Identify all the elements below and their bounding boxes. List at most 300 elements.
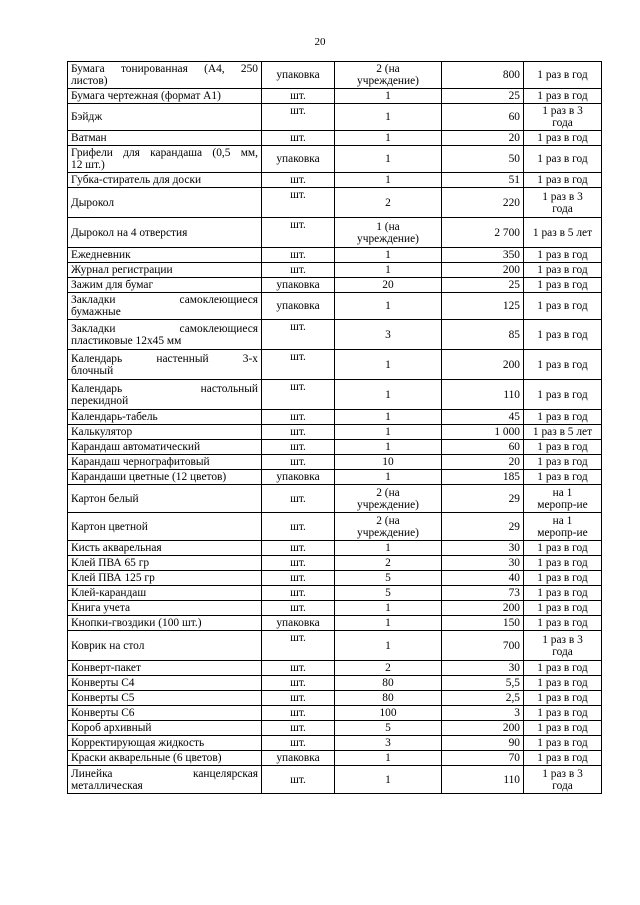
frequency-cell-line: 1 раз в 3: [542, 633, 583, 646]
frequency-cell: [524, 470, 602, 485]
frequency-cell-line: 1 раз в год: [537, 174, 588, 186]
unit-cell: шт.: [262, 706, 335, 721]
unit-cell: упаковка: [262, 470, 335, 485]
quantity-cell: [335, 556, 442, 571]
item-name-cell-line: бумажные: [71, 306, 121, 318]
frequency-cell: [524, 586, 602, 601]
price-cell: 110: [442, 380, 524, 410]
frequency-cell: [524, 89, 602, 104]
item-name-cell-line: Конверты С4: [71, 677, 135, 689]
frequency-cell-line: года: [552, 645, 573, 658]
item-name-cell-line: Календарь-табель: [71, 411, 158, 423]
quantity-cell-line: 1: [385, 153, 391, 165]
item-name-cell-line: Краски акварельные (6 цветов): [71, 752, 222, 764]
frequency-cell: [524, 173, 602, 188]
quantity-cell: [335, 676, 442, 691]
table-row: [68, 293, 602, 320]
item-name-cell: [68, 320, 262, 350]
quantity-cell-line: учреждение): [357, 498, 419, 511]
price-cell: 40: [442, 571, 524, 586]
frequency-cell: [524, 631, 602, 661]
item-name-cell: [68, 736, 262, 751]
unit-cell: шт.: [262, 676, 335, 691]
price-cell: 2,5: [442, 691, 524, 706]
price-cell: 25: [442, 89, 524, 104]
frequency-cell-line: 1 раз в год: [537, 300, 588, 312]
quantity-cell-line: 5: [385, 722, 391, 734]
table-row: [68, 218, 602, 248]
item-name-cell: [68, 131, 262, 146]
unit-cell: шт.: [262, 601, 335, 616]
quantity-cell: [335, 89, 442, 104]
frequency-cell-line: 1 раз в год: [537, 358, 588, 371]
quantity-cell-line: 1 (на: [376, 220, 400, 233]
item-name-cell-line: Калькулятор: [71, 426, 133, 438]
item-name-cell: [68, 571, 262, 586]
item-name-cell: [68, 485, 262, 513]
unit-cell: шт.: [262, 350, 335, 380]
frequency-cell: [524, 691, 602, 706]
quantity-cell-line: 1: [385, 411, 391, 423]
item-name-cell-line: Линейка канцелярская: [71, 767, 258, 780]
item-name-cell: [68, 691, 262, 706]
unit-cell: упаковка: [262, 278, 335, 293]
item-name-cell-line: Закладки самоклеющиеся: [71, 322, 258, 335]
item-name-cell: [68, 470, 262, 485]
item-name-cell: [68, 541, 262, 556]
unit-cell: шт.: [262, 380, 335, 410]
price-cell: 30: [442, 556, 524, 571]
quantity-cell: [335, 248, 442, 263]
price-cell: 700: [442, 631, 524, 661]
frequency-cell-line: 1 раз в год: [537, 471, 588, 483]
price-cell: 60: [442, 440, 524, 455]
unit-cell: шт.: [262, 218, 335, 248]
price-cell: 51: [442, 173, 524, 188]
quantity-cell: [335, 586, 442, 601]
item-name-cell: [68, 706, 262, 721]
quantity-cell-line: 1: [385, 249, 391, 261]
item-name-cell-line: 12 шт.): [71, 159, 105, 171]
quantity-cell: [335, 766, 442, 794]
item-name-cell: [68, 586, 262, 601]
unit-cell: шт.: [262, 556, 335, 571]
item-name-cell: [68, 676, 262, 691]
frequency-cell: [524, 350, 602, 380]
quantity-cell: [335, 631, 442, 661]
frequency-cell-line: 1 раз в год: [537, 677, 588, 689]
quantity-cell: [335, 410, 442, 425]
item-name-cell-line: Карандаши цветные (12 цветов): [71, 471, 227, 483]
quantity-cell-line: 3: [385, 328, 391, 341]
item-name-cell-line: Кисть акварельная: [71, 542, 162, 554]
item-name-cell: [68, 631, 262, 661]
item-name-cell: [68, 425, 262, 440]
frequency-cell-line: 1 раз в год: [537, 707, 588, 719]
item-name-cell-line: Календарь настенный 3-х: [71, 352, 258, 365]
quantity-cell: [335, 131, 442, 146]
price-cell: 200: [442, 601, 524, 616]
quantity-cell: [335, 146, 442, 173]
unit-cell: шт.: [262, 89, 335, 104]
frequency-cell: [524, 541, 602, 556]
frequency-cell-line: 1 раз в 3: [542, 190, 583, 203]
quantity-cell-line: 1: [385, 471, 391, 483]
frequency-cell-line: 1 раз в год: [537, 722, 588, 734]
quantity-cell-line: 2: [385, 662, 391, 674]
quantity-cell-line: 2 (на: [376, 486, 400, 499]
price-cell: 200: [442, 350, 524, 380]
table-row: [68, 485, 602, 513]
item-name-cell: [68, 751, 262, 766]
unit-cell: шт.: [262, 571, 335, 586]
price-cell: 110: [442, 766, 524, 794]
quantity-cell-line: 1: [385, 300, 391, 312]
quantity-cell-line: 1: [385, 617, 391, 629]
table-row: [68, 601, 602, 616]
frequency-cell: [524, 380, 602, 410]
quantity-cell-line: 20: [382, 279, 394, 291]
frequency-cell: [524, 278, 602, 293]
quantity-cell: [335, 601, 442, 616]
item-name-cell-line: Ежедневник: [71, 249, 131, 261]
quantity-cell-line: 1: [385, 90, 391, 102]
frequency-cell-line: 1 раз в год: [537, 90, 588, 102]
unit-cell: упаковка: [262, 616, 335, 631]
frequency-cell-line: 1 раз в 5 лет: [532, 426, 593, 438]
price-cell: 30: [442, 541, 524, 556]
unit-cell: шт.: [262, 320, 335, 350]
price-cell: 50: [442, 146, 524, 173]
quantity-cell: [335, 440, 442, 455]
unit-cell: шт.: [262, 248, 335, 263]
frequency-cell-line: 1 раз в 3: [542, 105, 583, 117]
quantity-cell-line: 80: [382, 677, 394, 689]
frequency-cell: [524, 146, 602, 173]
quantity-cell: [335, 380, 442, 410]
frequency-cell-line: 1 раз в год: [537, 279, 588, 291]
frequency-cell-line: 1 раз в год: [537, 617, 588, 629]
price-cell: 125: [442, 293, 524, 320]
price-cell: 185: [442, 470, 524, 485]
item-name-cell-line: Клей ПВА 65 гр: [71, 557, 150, 569]
unit-cell: шт.: [262, 721, 335, 736]
table-row: [68, 320, 602, 350]
quantity-cell: [335, 513, 442, 541]
quantity-cell: [335, 218, 442, 248]
quantity-cell: [335, 736, 442, 751]
price-cell: 220: [442, 188, 524, 218]
frequency-cell: [524, 676, 602, 691]
item-name-cell: [68, 721, 262, 736]
quantity-cell: [335, 173, 442, 188]
item-name-cell: [68, 173, 262, 188]
item-name-cell-line: Губка-стиратель для доски: [71, 174, 202, 186]
frequency-cell: [524, 131, 602, 146]
item-name-cell-line: пластиковые 12х45 мм: [71, 334, 182, 347]
quantity-cell: [335, 104, 442, 131]
unit-cell: шт.: [262, 691, 335, 706]
item-name-cell-line: Дырокол: [71, 196, 114, 209]
frequency-cell: [524, 751, 602, 766]
unit-cell: шт.: [262, 455, 335, 470]
item-name-cell: [68, 104, 262, 131]
frequency-cell-line: 1 раз в год: [537, 249, 588, 261]
quantity-cell: [335, 706, 442, 721]
table-row: [68, 513, 602, 541]
quantity-cell-line: 1: [385, 542, 391, 554]
quantity-cell-line: 10: [382, 456, 394, 468]
quantity-cell-line: 1: [385, 358, 391, 371]
table-row: [68, 248, 602, 263]
unit-cell: шт.: [262, 104, 335, 131]
quantity-cell-line: учреждение): [357, 232, 419, 245]
item-name-cell: [68, 556, 262, 571]
table-row: [68, 188, 602, 218]
table-row: [68, 131, 602, 146]
frequency-cell-line: 1 раз в год: [537, 692, 588, 704]
quantity-cell-line: 1: [385, 111, 391, 123]
unit-cell: шт.: [262, 410, 335, 425]
item-name-cell: [68, 248, 262, 263]
item-name-cell-line: Календарь настольный: [71, 382, 258, 395]
item-name-cell: [68, 263, 262, 278]
table-row: [68, 278, 602, 293]
frequency-cell: [524, 661, 602, 676]
quantity-cell-line: 5: [385, 587, 391, 599]
item-name-cell-line: Конверты С6: [71, 707, 135, 719]
frequency-cell-line: меропр-ие: [537, 498, 588, 511]
table-row: [68, 263, 602, 278]
quantity-cell-line: 1: [385, 441, 391, 453]
quantity-cell: [335, 425, 442, 440]
quantity-cell-line: 2 (на: [376, 63, 400, 75]
quantity-cell-line: 1: [385, 388, 391, 401]
item-name-cell-line: листов): [71, 75, 108, 87]
price-cell: 45: [442, 410, 524, 425]
frequency-cell-line: 1 раз в 5 лет: [532, 226, 593, 239]
table-row: [68, 676, 602, 691]
quantity-cell: [335, 661, 442, 676]
item-name-cell: [68, 188, 262, 218]
frequency-cell: [524, 485, 602, 513]
quantity-cell-line: 1: [385, 773, 391, 786]
unit-cell: упаковка: [262, 751, 335, 766]
item-name-cell-line: Коврик на стол: [71, 639, 145, 652]
price-cell: 25: [442, 278, 524, 293]
frequency-cell: [524, 410, 602, 425]
item-name-cell-line: Закладки самоклеющиеся: [71, 294, 258, 306]
table-row: [68, 631, 602, 661]
frequency-cell: [524, 706, 602, 721]
unit-cell: упаковка: [262, 62, 335, 89]
frequency-cell-line: 1 раз в год: [537, 557, 588, 569]
quantity-cell: [335, 541, 442, 556]
quantity-cell: [335, 721, 442, 736]
quantity-cell: [335, 485, 442, 513]
table-row: [68, 62, 602, 89]
item-name-cell-line: Картон белый: [71, 492, 139, 505]
item-name-cell: [68, 766, 262, 794]
frequency-cell-line: на 1: [552, 514, 573, 527]
frequency-cell-line: 1 раз в год: [537, 752, 588, 764]
frequency-cell-line: года: [552, 202, 573, 215]
frequency-cell: [524, 440, 602, 455]
quantity-cell-line: 1: [385, 639, 391, 652]
item-name-cell-line: Конверт-пакет: [71, 662, 141, 674]
quantity-cell-line: 2 (на: [376, 514, 400, 527]
frequency-cell: [524, 248, 602, 263]
frequency-cell: [524, 616, 602, 631]
price-cell: 20: [442, 455, 524, 470]
quantity-cell: [335, 62, 442, 89]
table-row: [68, 751, 602, 766]
frequency-cell: [524, 293, 602, 320]
item-name-cell: [68, 410, 262, 425]
price-cell: 30: [442, 661, 524, 676]
frequency-cell: [524, 218, 602, 248]
frequency-cell: [524, 736, 602, 751]
table-row: [68, 616, 602, 631]
frequency-cell: [524, 62, 602, 89]
supply-norms-table: [67, 61, 602, 794]
quantity-cell: [335, 350, 442, 380]
quantity-cell: [335, 188, 442, 218]
table-row: [68, 766, 602, 794]
frequency-cell: [524, 571, 602, 586]
frequency-cell: [524, 556, 602, 571]
quantity-cell-line: 3: [385, 737, 391, 749]
item-name-cell: [68, 89, 262, 104]
frequency-cell-line: на 1: [552, 486, 573, 499]
item-name-cell: [68, 616, 262, 631]
frequency-cell-line: 1 раз в год: [537, 328, 588, 341]
quantity-cell: [335, 616, 442, 631]
item-name-cell-line: Короб архивный: [71, 722, 152, 734]
frequency-cell-line: 1 раз в 3: [542, 767, 583, 780]
price-cell: 5,5: [442, 676, 524, 691]
table-row: [68, 736, 602, 751]
frequency-cell-line: 1 раз в год: [537, 69, 588, 81]
price-cell: 90: [442, 736, 524, 751]
quantity-cell: [335, 691, 442, 706]
frequency-cell: [524, 188, 602, 218]
unit-cell: шт.: [262, 631, 335, 661]
quantity-cell-line: 1: [385, 132, 391, 144]
quantity-cell-line: 1: [385, 602, 391, 614]
table-row: [68, 556, 602, 571]
item-name-cell: [68, 601, 262, 616]
quantity-cell: [335, 293, 442, 320]
price-cell: 800: [442, 62, 524, 89]
quantity-cell-line: 1: [385, 264, 391, 276]
frequency-cell-line: 1 раз в год: [537, 456, 588, 468]
price-cell: 20: [442, 131, 524, 146]
item-name-cell: [68, 146, 262, 173]
item-name-cell: [68, 350, 262, 380]
frequency-cell-line: 1 раз в год: [537, 662, 588, 674]
unit-cell: шт.: [262, 485, 335, 513]
price-cell: 70: [442, 751, 524, 766]
table-row: [68, 586, 602, 601]
unit-cell: шт.: [262, 131, 335, 146]
item-name-cell-line: Карандаш чернографитовый: [71, 456, 210, 468]
item-name-cell: [68, 513, 262, 541]
item-name-cell-line: Бэйдж: [71, 111, 103, 123]
table-body: [68, 62, 602, 794]
unit-cell: шт.: [262, 440, 335, 455]
item-name-cell: [68, 380, 262, 410]
unit-cell: шт.: [262, 263, 335, 278]
item-name-cell-line: Клей-карандаш: [71, 587, 147, 599]
item-name-cell: [68, 293, 262, 320]
unit-cell: упаковка: [262, 293, 335, 320]
unit-cell: шт.: [262, 425, 335, 440]
unit-cell: шт.: [262, 188, 335, 218]
unit-cell: шт.: [262, 661, 335, 676]
unit-cell: шт.: [262, 736, 335, 751]
item-name-cell-line: Дырокол на 4 отверстия: [71, 226, 188, 239]
price-cell: 200: [442, 721, 524, 736]
price-cell: 3: [442, 706, 524, 721]
price-cell: 60: [442, 104, 524, 131]
table-row: [68, 571, 602, 586]
frequency-cell: [524, 766, 602, 794]
quantity-cell-line: 100: [379, 707, 397, 719]
frequency-cell-line: 1 раз в год: [537, 132, 588, 144]
quantity-cell-line: 1: [385, 426, 391, 438]
item-name-cell-line: Бумага тонированная (А4, 250: [71, 63, 258, 75]
table-row: [68, 661, 602, 676]
frequency-cell: [524, 721, 602, 736]
frequency-cell: [524, 320, 602, 350]
price-cell: 29: [442, 485, 524, 513]
quantity-cell-line: 5: [385, 572, 391, 584]
table-row: [68, 541, 602, 556]
item-name-cell-line: Конверты С5: [71, 692, 135, 704]
price-cell: 350: [442, 248, 524, 263]
frequency-cell-line: 1 раз в год: [537, 153, 588, 165]
unit-cell: шт.: [262, 173, 335, 188]
table-row: [68, 104, 602, 131]
table-row: [68, 440, 602, 455]
unit-cell: шт.: [262, 766, 335, 794]
unit-cell: упаковка: [262, 146, 335, 173]
item-name-cell-line: блочный: [71, 364, 114, 377]
quantity-cell: [335, 320, 442, 350]
table-row: [68, 455, 602, 470]
price-cell: 73: [442, 586, 524, 601]
item-name-cell-line: Бумага чертежная (формат А1): [71, 90, 221, 102]
table-row: [68, 470, 602, 485]
item-name-cell-line: Зажим для бумаг: [71, 279, 154, 291]
frequency-cell-line: 1 раз в год: [537, 737, 588, 749]
item-name-cell-line: Грифели для карандаша (0,5 мм,: [71, 147, 258, 159]
item-name-cell-line: Книга учета: [71, 602, 131, 614]
frequency-cell-line: 1 раз в год: [537, 411, 588, 423]
quantity-cell-line: 80: [382, 692, 394, 704]
price-cell: 1 000: [442, 425, 524, 440]
item-name-cell: [68, 278, 262, 293]
frequency-cell-line: 1 раз в год: [537, 542, 588, 554]
item-name-cell-line: металлическая: [71, 779, 143, 792]
frequency-cell-line: года: [552, 117, 573, 129]
frequency-cell-line: 1 раз в год: [537, 264, 588, 276]
item-name-cell-line: Картон цветной: [71, 520, 148, 533]
table-row: [68, 173, 602, 188]
frequency-cell: [524, 455, 602, 470]
item-name-cell-line: Кнопки-гвоздики (100 шт.): [71, 617, 202, 629]
